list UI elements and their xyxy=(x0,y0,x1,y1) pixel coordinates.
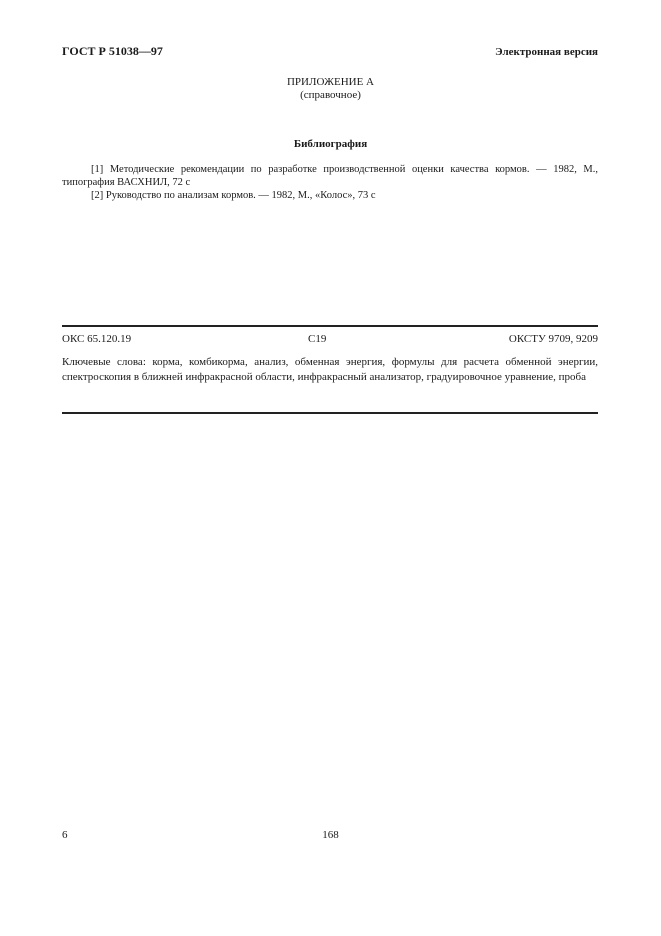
page-number-local: 6 xyxy=(62,829,68,841)
divider-top xyxy=(62,325,598,327)
edition-label: Электронная версия xyxy=(495,46,598,58)
oks-code: ОКС 65.120.19 xyxy=(62,333,132,345)
group-code: С19 xyxy=(308,333,327,345)
bibliography-item-2: [2] Руководство по анализам кормов. — 1982, М., «Колос», 73 с xyxy=(91,190,376,201)
bibliography-list xyxy=(62,163,598,202)
page-number-global: 168 xyxy=(322,829,339,841)
appendix-title: ПРИЛОЖЕНИЕ А xyxy=(286,76,374,88)
bibliography-title: Библиография xyxy=(293,138,368,150)
keywords-text: Ключевые слова: корма, комбикорма, анализ, обменная энергия, формулы для расчета обменной энергии, спектроскопия в ближней инфракрасной области, инфракрасный анализатор, градуировочное уравнение, проба xyxy=(62,356,598,383)
appendix-subtitle: (справочное) xyxy=(300,89,361,101)
bibliography-item-1: [1] Методические рекомендации по разработке производственной оценки качества кормов. — 1982, М., типография ВАСХНИЛ, 72 с xyxy=(62,164,598,188)
divider-bottom xyxy=(62,412,598,414)
okstu-code: ОКСТУ 9709, 9209 xyxy=(508,333,598,345)
appendix-heading xyxy=(0,76,661,102)
document-standard-number: ГОСТ Р 51038—97 xyxy=(62,44,163,58)
